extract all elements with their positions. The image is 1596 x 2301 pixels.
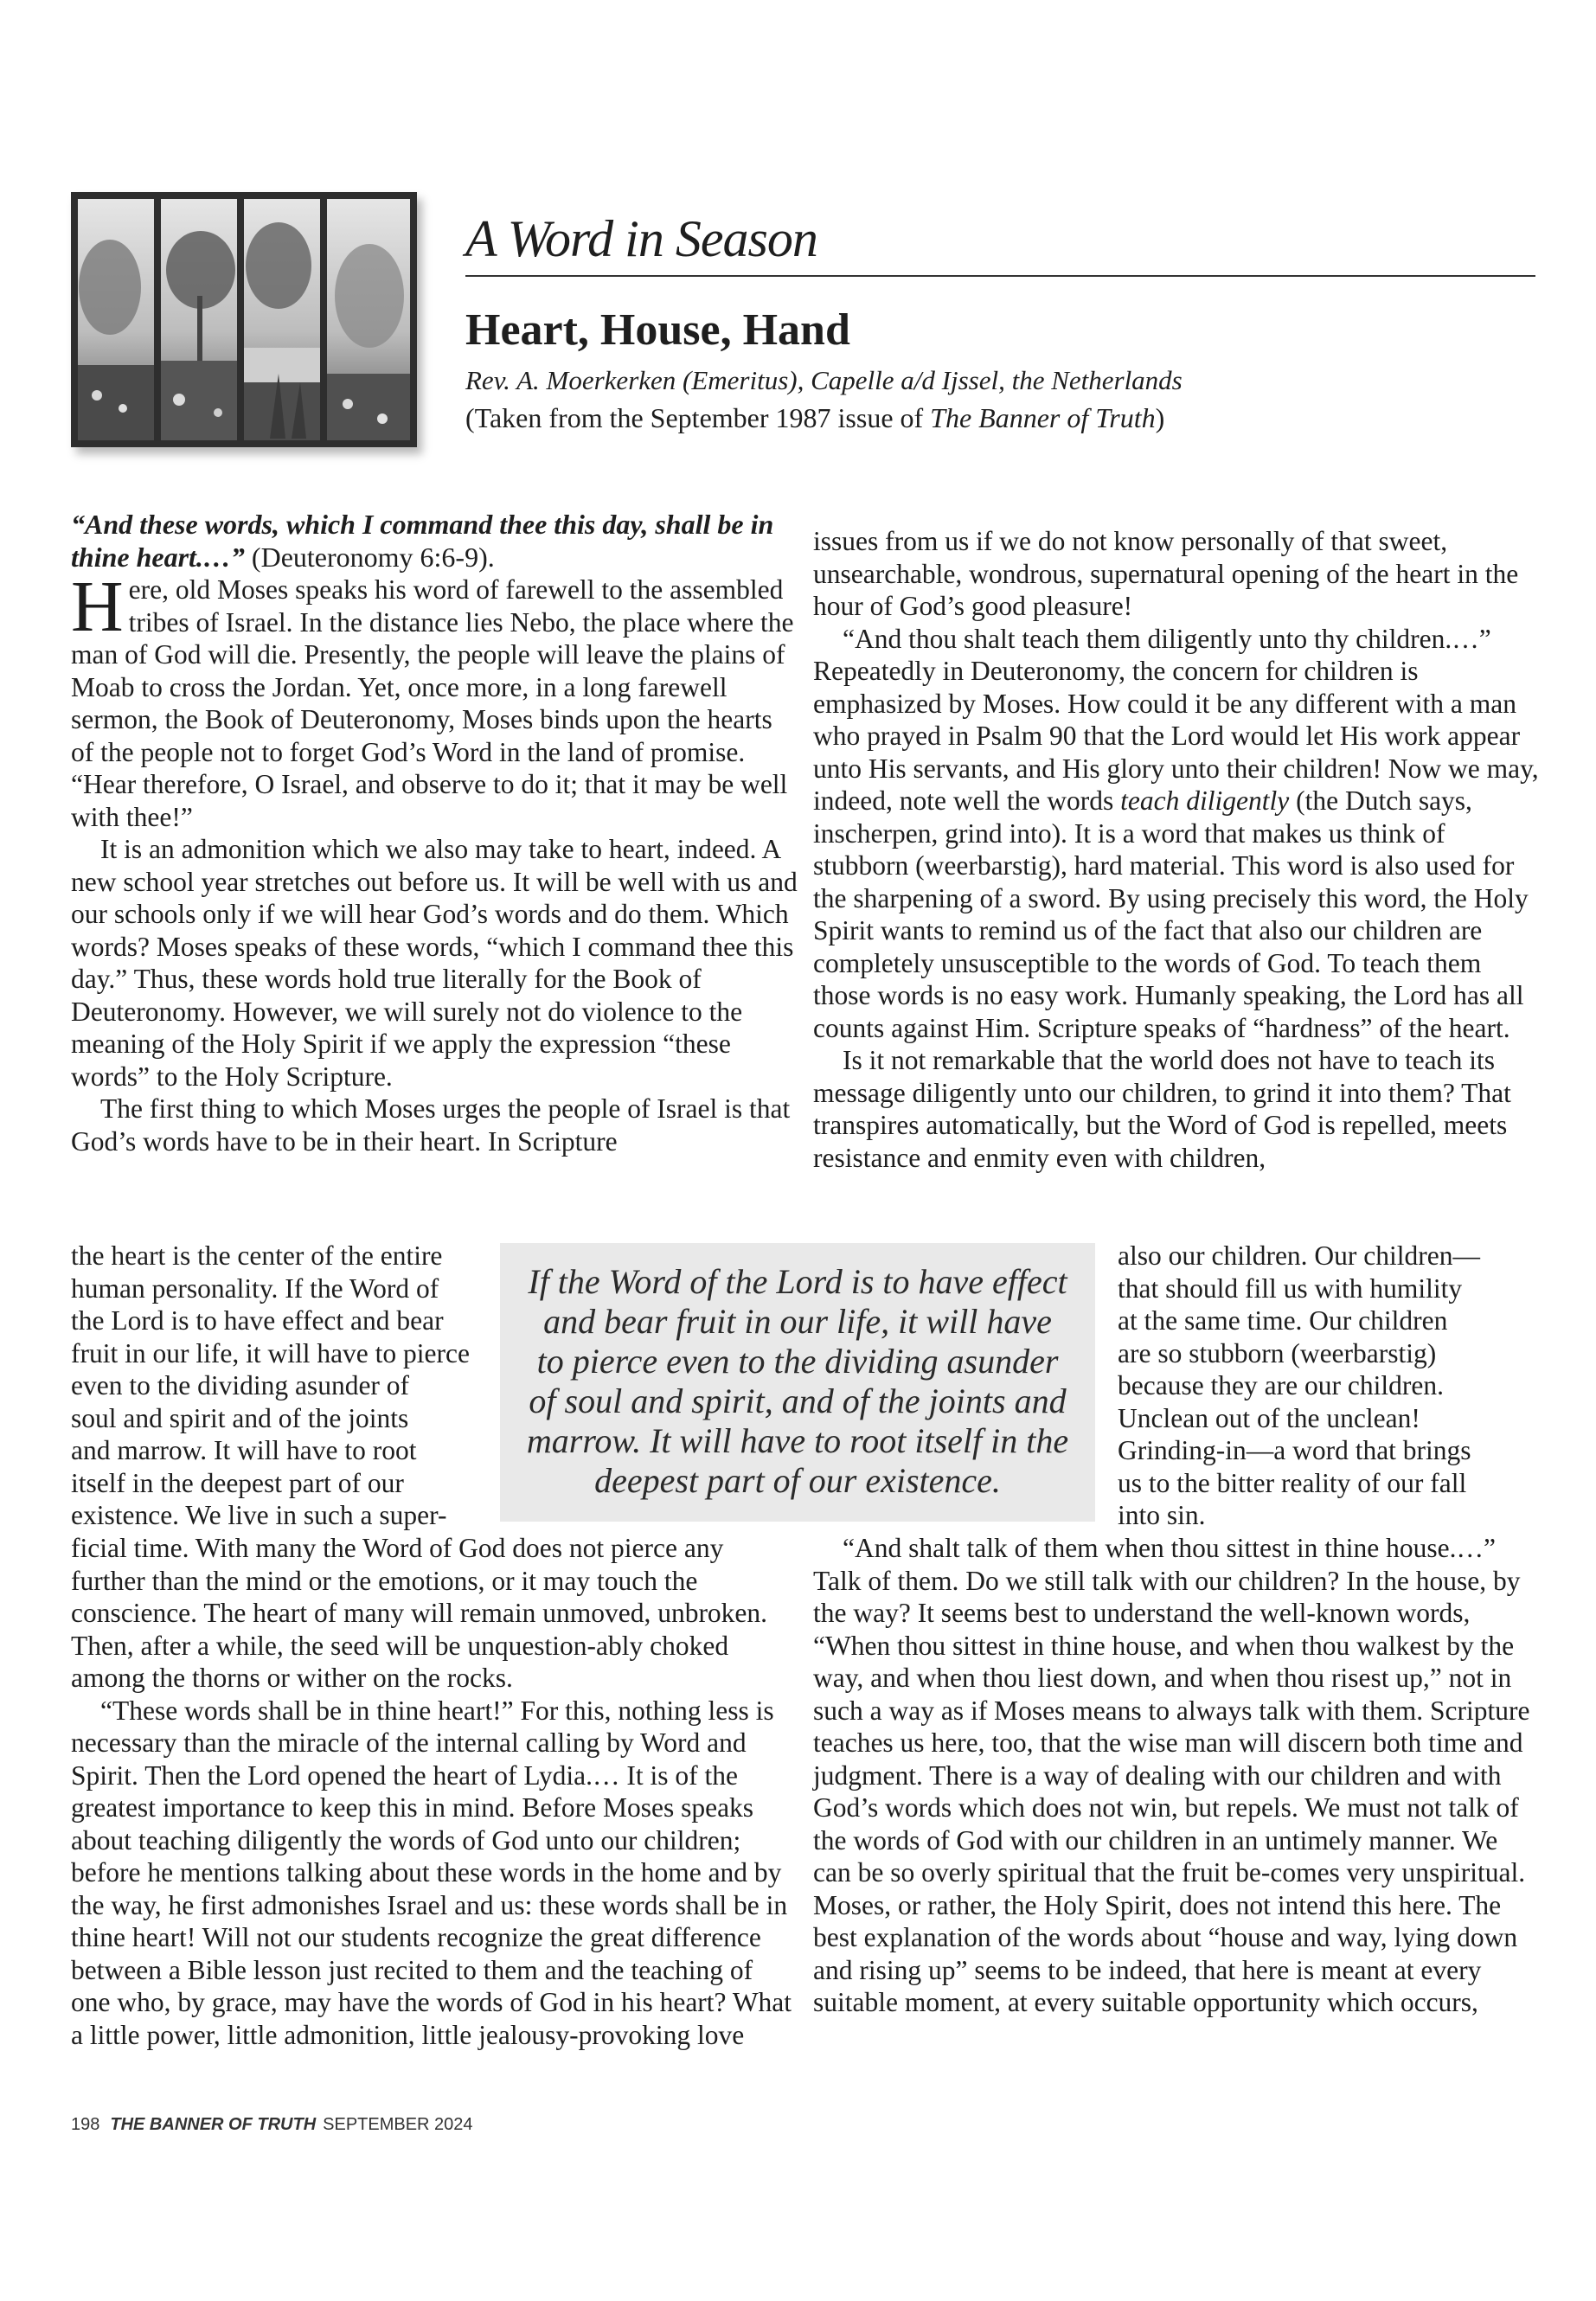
text-line: at the same time. Our children (1118, 1305, 1448, 1336)
paragraph: The first thing to which Moses urges the people of Israel is that God’s words have to be in their heart. In Scripture (71, 1093, 791, 1157)
page-footer (71, 2115, 473, 2135)
panel-1 (78, 199, 154, 440)
paragraph-text: (the Dutch says, inscherpen, grind into). It is a word that makes us think of stubborn (weerbarstig), hard material. This word is also used for the sharpening of a sword. By using precisely this word, the Holy Spirit wants to remind us of the fact that also our children are completely unsusceptible to the words of God. To teach them those words is no easy work. Humanly speaking, the Lord has all counts against Him. Scripture speaks of “hardness” of the heart. (813, 785, 1529, 1043)
text-line: existence. We live in such a super- (71, 1500, 447, 1530)
four-panel-landscape-painting (71, 192, 417, 447)
text-line: Unclean out of the unclean! (1118, 1402, 1420, 1433)
left-column-upper (71, 509, 798, 1157)
right-column-upper (813, 525, 1540, 1174)
byline: Rev. A. Moerkerken (Emeritus), Capelle a/d Ijssel, the Netherlands (465, 365, 1183, 395)
text-line: itself in the deepest part of our (71, 1467, 404, 1498)
title-divider (465, 275, 1535, 277)
paragraph-text: ere, old Moses speaks his word of farewell to the assembled tribes of Israel. In the distance lies Nebo, the place where the man of God will die. Presently, the people will leave the plains of Moab to cross the Jordan. Yet, once more, in a long farewell sermon, the Book of Deuteronomy, Moses binds upon the hearts of the people not to forget God’s Word in the land of promise. “Hear therefore, O Israel, and observe to do it; that it may be well with thee!” (71, 574, 794, 832)
paragraph (813, 623, 1540, 1045)
page-number: 198 (71, 2115, 100, 2134)
drop-cap: H (71, 567, 124, 647)
scripture-reference: (Deuteronomy 6:6-9). (244, 541, 495, 573)
text-line: soul and spirit and of the joints (71, 1402, 409, 1433)
left-wrap-text (71, 1240, 495, 1532)
text-line: us to the bitter reality of our fall (1118, 1467, 1467, 1498)
paragraph-text: “And thou shalt teach them diligently unto thy children.…” Repeatedly in Deuteronomy, the concern for children is emphasized by Moses. How could it be any different with a man who prayed in Psalm 90 that the Lord would let His work appear unto His servants, and His glory unto their children! Now we may, indeed, note well the words (813, 623, 1539, 816)
emphasis-text: teach diligently (1120, 785, 1290, 816)
text-line: the heart is the center of the entire (71, 1240, 443, 1271)
paragraph: “These words shall be in thine heart!” For this, nothing less is necessary than the miracle of the internal calling by Word and Spirit. Then the Lord opened the heart of Lydia.… It is of the greatest importance to keep this in mind. Before Moses speaks about teaching diligently the words of God unto our children; before he mentions talking about these words in the home and by the way, he first admonishes Israel and us: these words shall be in thine heart! Will not our students recognize the great difference between a Bible lesson just recited to them and the teaching of one who, by grace, may have the words of God in his heart? What a little power, little admonition, little jealousy-provoking love (71, 1695, 792, 2050)
right-wrap-text (1118, 1240, 1542, 1532)
text-line: fruit in our life, it will have to pierce (71, 1337, 470, 1368)
paragraph: “And shalt talk of them when thou sittest in thine house.…” Talk of them. Do we still talk with our children? In the house, by the way? It seems best to understand the well-known words, “When thou sittest in thine house, and when thou walkest by the way, and when thou liest down, and when thou risest up,” not in such a way as if Moses means to always talk with them. Scripture teaches us here, too, that the wise man will discern both time and judgment. There is a way of dealing with our children and with God’s words which does not win, but repels. We must not talk of the words of God with our children in an untimely manner. We can be so overly spiritual that the fruit be-comes very unspiritual. Moses, or rather, the Holy Spirit, does not intend this here. The best explanation of the words about “house and way, lying down and rising up” seems to be indeed, that here is meant at every suitable moment, at every suitable opportunity which occurs, (813, 1533, 1530, 2017)
paragraph: ficial time. With many the Word of God does not pierce any further than the mind or the emotions, or it may touch the conscience. The heart of many will remain unmoved, unbroken. Then, after a while, the seed will be unquestion-ably choked among the thorns or wither on the rocks. (71, 1533, 768, 1693)
publication-name: THE BANNER OF TRUTH (110, 2115, 317, 2134)
issue-date: SEPTEMBER 2024 (323, 2115, 473, 2134)
text-line: because they are our children. (1118, 1370, 1444, 1400)
text-line: that should fill us with humility (1118, 1272, 1463, 1304)
panel-4 (327, 199, 410, 440)
text-line: even to the dividing asunder of (71, 1370, 410, 1400)
text-line: into sin. (1118, 1500, 1206, 1530)
header-illustration (71, 192, 417, 447)
paragraph: It is an admonition which we also may take to heart, indeed. A new school year stretches out before us. It will be well with us and our schools only if we will hear God’s words and do them. Which words? Moses speaks of these words, “which I command thee this day.” Thus, these words hold true literally for the Book of Deuteronomy. However, we will surely not do violence to the meaning of the Holy Spirit if we apply the expression “these words” to the Holy Scripture. (71, 834, 798, 1092)
section-title: A Word in Season (465, 210, 817, 267)
paragraph: Is it not remarkable that the world does not have to teach its message diligently unto our children, to grind it into them? That transpires automatically, but the Word of God is repelled, meets resistance and enmity even with children, (813, 1045, 1511, 1173)
text-line: the Lord is to have effect and bear (71, 1305, 444, 1336)
panel-2 (161, 199, 237, 440)
text-line: are so stubborn (weerbarstig) (1118, 1337, 1437, 1368)
source-publication: The Banner of Truth (930, 402, 1156, 433)
paragraph: issues from us if we do not know personally of that sweet, unsearchable, wondrous, supernatural opening of the heart in the hour of God’s good pleasure! (813, 526, 1519, 621)
text-line: human personality. If the Word of (71, 1272, 439, 1304)
panel-3 (244, 199, 320, 440)
pull-quote-text: If the Word of the Lord is to have effect and bear fruit in our life, it will have to pierce even to the dividing asunder of soul and spirit, and of the joints and marrow. It will have to root itself in the deepest part of our existence. (526, 1262, 1069, 1500)
scripture-intro (71, 509, 798, 574)
text-line: also our children. Our children— (1118, 1240, 1481, 1271)
paragraph (71, 567, 798, 833)
text-line: and marrow. It will have to root (71, 1435, 417, 1465)
source-note (465, 402, 1164, 434)
text-line: Grinding-in—a word that brings (1118, 1435, 1471, 1465)
source-suffix: ) (1155, 402, 1165, 433)
left-column-lower (71, 1532, 798, 2051)
article-title: Heart, House, Hand (465, 305, 850, 355)
pull-quote (500, 1243, 1095, 1522)
scripture-quote: “And these words, which I command thee this day, shall be in thine heart.…” (71, 509, 774, 573)
source-prefix: (Taken from the September 1987 issue of (465, 402, 931, 433)
right-column-lower (813, 1532, 1540, 2019)
